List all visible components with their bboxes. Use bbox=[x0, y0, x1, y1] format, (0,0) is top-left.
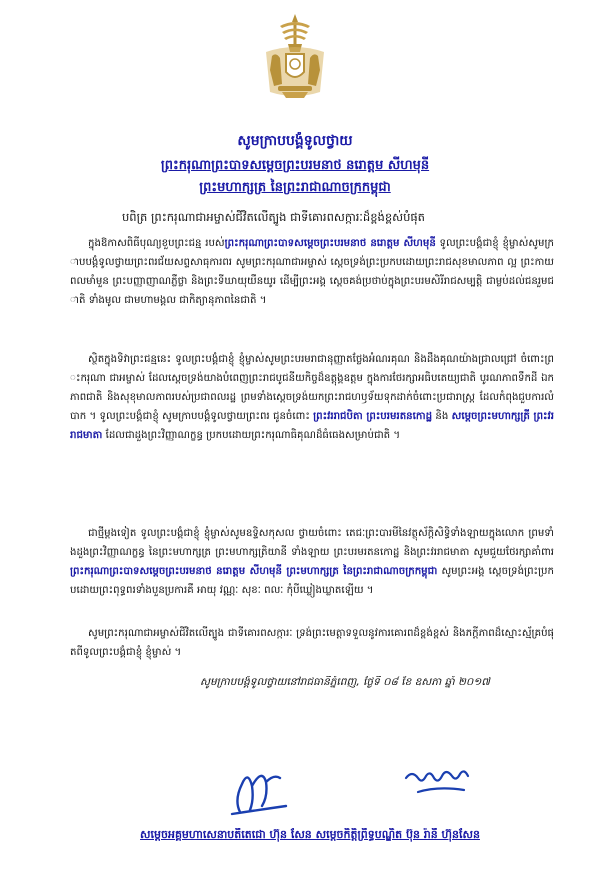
paragraph-2: ស្ថិតក្នុងទិវាព្រះជន្មនេះ ទូលព្រះបង្គំជាខ្ញុំ ខ្ញុំម្ចាស់សូមព្រះបរមរាជានុញ្ញាតថ្លែងអំណរគុណ និងដឹងគុណយ៉ាងជ្រាលជ្រៅ ចំពោះព្រះករុណា ជាអម្ចាស់ ដែលស្តេចទ្រង់យាងបំពេញព្រះរាជបូជនីយកិច្ចដ៏ឧត្តុង្គឧត្តម ក្នុងការថែរក្សាអធិបតេយ្យជាតិ បូរណភាពទឹកដី ឯកភាពជាតិ និងសុខុមាលភាពរបស់ប្រជាពលរដ្ឋ ព្រមទាំងស្តេចទ្រង់យកព្រះរាជហឫទ័យទុកដាក់ចំពោះប្រជារាស្ត្រ ដែលកំពុងជួបការលំបាក ។ ទូលព្រះបង្គំជាខ្ញុំ សូមក្រាបបង្គំទូលថ្វាយព្រះពរ ជូនចំពោះ ព្រះវររាជបិតា ព្រះបរមរតនកោដ្ឋ និង សម្តេចព្រះមហាក្សត្រី ព្រះវររាជមាតា ដែលជាដួងព្រះវិញ្ញាណក្ខន្ធ ប្រកបដោយព្រះករុណាធិគុណដ៏ធំធេងសម្រាប់ជាតិ ។ bbox=[70, 354, 554, 441]
paragraph-1: ក្នុងឱកាសពិធីបុណ្យខួបព្រះជន្ម របស់ព្រះករុណាព្រះបាទសម្តេចព្រះបរមនាថ នរោត្តម សីហមុនី ទូលព្រះបង្គំជាខ្ញុំ ខ្ញុំម្ចាស់សូមក្រាបបង្គំទូលថ្វាយព្រះពរជ័យសព្ទសាធុការពរ សូមព្រះករុណាជាអម្ចាស់ ស្តេចទ្រង់ព្រះប្រកបដោយព្រះរាជសុខមាលភាព ល្អ ព្រះកាយពលមាំមួន ព្រះបញ្ញាញាណភ្លឺថ្លា និងព្រះទីឃាយុយឺនយូរ ដើម្បីព្រះអង្គ ស្តេចគង់ប្រថាប់ក្នុងព្រះបរមសិរីរាជសម្បត្តិ ជាម្លប់ដល់ជនរួមជាតិ ទាំងមូល ជាមហាមង្គល ជាកិត្យានុភាពនៃជាតិ ។ bbox=[70, 238, 554, 306]
signatories: សម្តេចអគ្គមហាសេនាបតីតេជោ ហ៊ុន សែន សម្តេចកិត្តិព្រឹទ្ធបណ្ឌិត ប៊ុន រ៉ានី ហ៊ុនសែន bbox=[140, 828, 480, 841]
heading-line-2: ព្រះករុណាព្រះបាទសម្តេចព្រះបរមនាថ នរោត្តម សីហមុនី bbox=[160, 158, 430, 173]
paragraph-4: សូមព្រះករុណាជាអម្ចាស់ជីវិតលើត្បូង ជាទីគោរពសក្ការៈ ទ្រង់ព្រះមេត្តាទទួលនូវការគោរពដ៏ខ្ពង់ខ្ពស់ និងភក្ដីភាពដ៏ស្មោះស្ម័គ្របំផុតពីទូលព្រះបង្គំជាខ្ញុំ ខ្ញុំម្ចាស់ ។ bbox=[70, 628, 554, 658]
signature-left bbox=[222, 760, 292, 820]
paragraph-3: ជាថ្មីម្តងទៀត ទូលព្រះបង្គំជាខ្ញុំ ខ្ញុំម្ចាស់សូមឧទ្ទិសកុសល ថ្វាយចំពោះ តេជៈព្រះបារមីនៃវត្ថុស័ក្តិសិទ្ធិទាំងឡាយក្នុងលោក ព្រមទាំងដួងព្រះវិញ្ញាណក្ខន្ធ នៃព្រះមហាក្សត្រ ព្រះមហាក្សត្រិយានី ទាំងឡាយ ព្រះបរមរតនកោដ្ឋ និងព្រះវររាជមាតា សូមជួយថែរក្សាគាំពារ ព្រះករុណាព្រះបាទសម្តេចព្រះបរមនាថ នរោត្តម សីហមុនី ព្រះមហាក្សត្រ នៃព្រះរាជាណាចក្រកម្ពុជា សូមព្រះអង្គ ស្តេចទ្រង់ព្រះប្រកបដោយព្រះពុទ្ធពរទាំងបួនប្រការគឺ អាយុ វណ្ណៈ សុខៈ ពលៈ កុំបីឃ្លៀងឃ្លាតឡើយ ។ bbox=[70, 528, 554, 596]
royal-coat-of-arms-icon bbox=[258, 12, 332, 102]
signature-right bbox=[398, 762, 478, 810]
heading-line-3: ព្រះមហាក្សត្រ នៃព្រះរាជាណាចក្រកម្ពុជា bbox=[199, 180, 391, 195]
heading-line-1: សូមក្រាបបង្គំទូលថ្វាយ bbox=[237, 133, 353, 149]
salutation: បពិត្រ ព្រះករុណាជាអម្ចាស់ជីវិតលើត្បូង ជាទីគោរពសក្ការៈដ៏ខ្ពង់ខ្ពស់បំផុត bbox=[122, 210, 425, 224]
dateline: សូមក្រាបបង្គំទូលថ្វាយនៅរាជធានីភ្នំពេញ, ថ្ងៃទី ០៨ ខែ ឧសភា ឆ្នាំ ២០១៧ bbox=[200, 676, 490, 688]
